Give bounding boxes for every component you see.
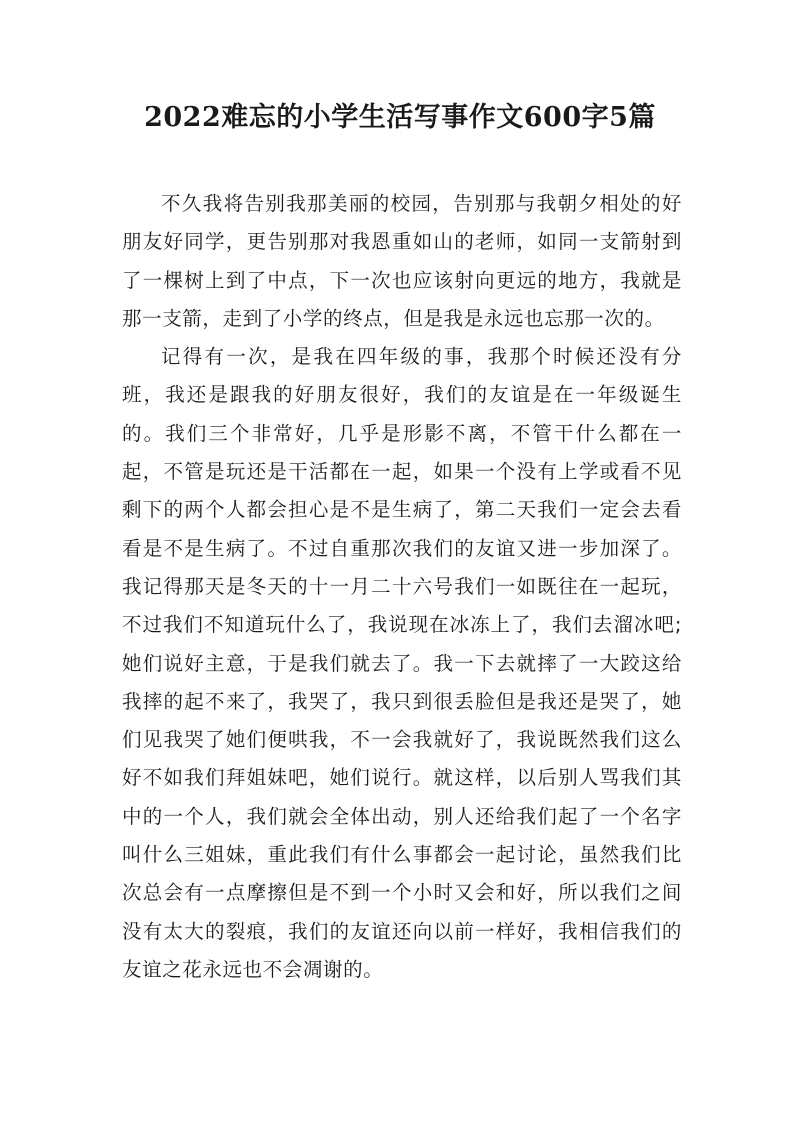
paragraph-farewell: 不久我将告别我那美丽的校园，告别那与我朝夕相处的好朋友好同学，更告别那对我恩重如山的老师，如同一支箭射到了一棵树上到了中点，下一次也应该射向更远的地方，我就是那一支箭，走到了小学的终点，但是我是永远也忘那一次的。 bbox=[122, 192, 682, 330]
paragraph-friendship-story: 记得有一次，是我在四年级的事，我那个时候还没有分班，我还是跟我的好朋友很好，我们的友谊是在一年级诞生的。我们三个非常好，几乎是形影不离，不管干什么都在一起，不管是玩还是干活都在一起，如果一个没有上学或看不见剩下的两个人都会担心是不是生病了，第二天我们一定会去看看是不是生病了。不过自重那次我们的友谊又进一步加深了。我记得那天是冬天的十一月二十六号我们一如既往在一起玩，不过我们不知道玩什么了，我说现在冰冻上了，我们去溜冰吧;她们说好主意，于是我们就去了。我一下去就摔了一大跤这给我摔的起不来了，我哭了，我只到很丢脸但是我还是哭了，她们见我哭了她们便哄我，不一会我就好了，我说既然我们这么好不如我们拜姐妹吧，她们说行。就这样，以后别人骂我们其中的一个人，我们就会全体出动，别人还给我们起了一个名字叫什么三姐妹，重此我们有什么事都会一起讨论，虽然我们比次总会有一点摩擦但是不到一个小时又会和好，所以我们之间没有太大的裂痕，我们的友谊还向以前一样好，我相信我们的友谊之花永远也不会凋谢的。 bbox=[122, 345, 682, 981]
document-title: 2022难忘的小学生活写事作文600字5篇 bbox=[144, 102, 656, 133]
document-body bbox=[122, 185, 682, 989]
